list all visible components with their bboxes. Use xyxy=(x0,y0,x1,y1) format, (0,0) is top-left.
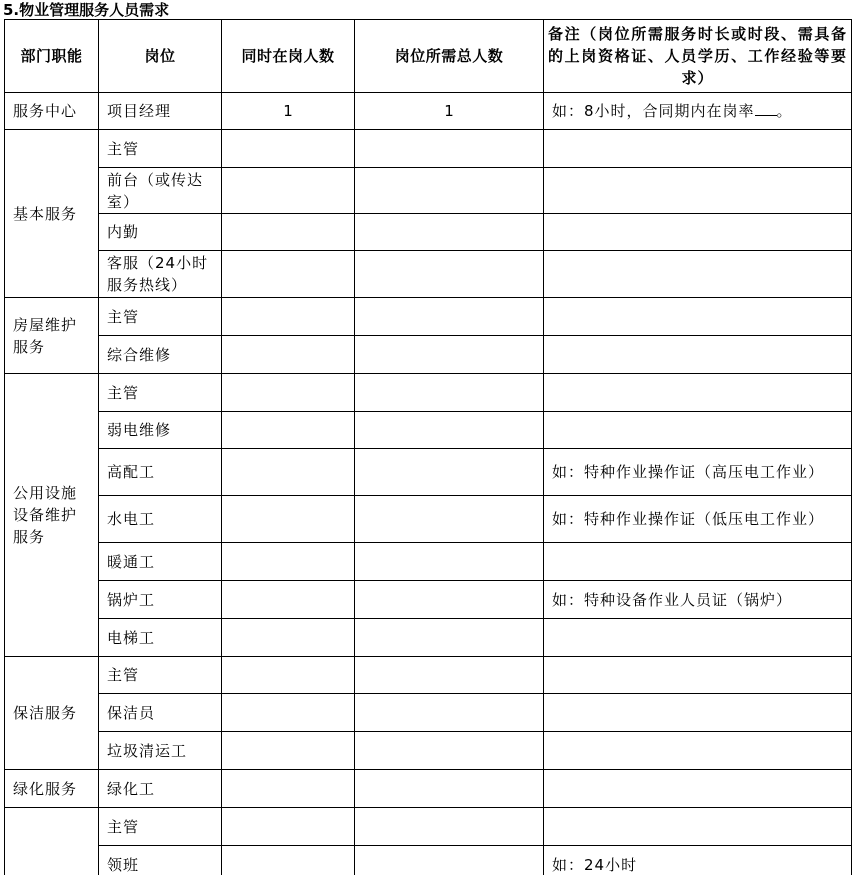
note-cell xyxy=(544,251,852,298)
total-cell xyxy=(355,298,544,336)
table-row xyxy=(5,449,852,496)
note-cell xyxy=(544,770,852,808)
post-cell: 主管 xyxy=(99,808,222,846)
total-cell xyxy=(355,336,544,374)
concurrent-cell xyxy=(222,412,355,449)
note-cell xyxy=(544,657,852,694)
note-cell: 如：特种设备作业人员证（锅炉） xyxy=(544,581,852,619)
header-total: 岗位所需总人数 xyxy=(355,20,544,93)
table-row xyxy=(5,543,852,581)
concurrent-cell xyxy=(222,846,355,875)
total-cell xyxy=(355,168,544,214)
concurrent-count: 1 xyxy=(222,93,355,130)
table-row xyxy=(5,657,852,694)
table-row xyxy=(5,251,852,298)
concurrent-cell xyxy=(222,619,355,657)
post-cell: 主管 xyxy=(99,657,222,694)
total-cell xyxy=(355,732,544,770)
header-note: 备注（岗位所需服务时长或时段、需具备的上岗资格证、人员学历、工作经验等要求） xyxy=(544,20,852,93)
header-post: 岗位 xyxy=(99,20,222,93)
note-cell xyxy=(544,374,852,412)
table-row xyxy=(5,581,852,619)
concurrent-cell xyxy=(222,657,355,694)
note-cell xyxy=(544,808,852,846)
post-cell: 暖通工 xyxy=(99,543,222,581)
table-row xyxy=(5,214,852,251)
table-row xyxy=(5,130,852,168)
total-cell xyxy=(355,412,544,449)
post-cell: 客服（24小时服务热线） xyxy=(99,251,222,298)
total-cell xyxy=(355,808,544,846)
total-cell xyxy=(355,496,544,543)
table-row xyxy=(5,694,852,732)
post-cell: 水电工 xyxy=(99,496,222,543)
concurrent-cell xyxy=(222,543,355,581)
post-cell: 综合维修 xyxy=(99,336,222,374)
post-cell: 高配工 xyxy=(99,449,222,496)
note-cell xyxy=(544,168,852,214)
concurrent-cell xyxy=(222,732,355,770)
table-row xyxy=(5,732,852,770)
table-row xyxy=(5,808,852,846)
dept-basic-service: 基本服务 xyxy=(5,130,99,298)
table-row xyxy=(5,374,852,412)
note-cell: 如：特种作业操作证（高压电工作业） xyxy=(544,449,852,496)
note-cell xyxy=(544,543,852,581)
table-row xyxy=(5,412,852,449)
note-cell xyxy=(544,214,852,251)
post-cell: 领班 xyxy=(99,846,222,875)
post-project-manager: 项目经理 xyxy=(99,93,222,130)
table-row xyxy=(5,846,852,875)
dept-greening: 绿化服务 xyxy=(5,770,99,808)
concurrent-cell xyxy=(222,581,355,619)
dept-service-center: 服务中心 xyxy=(5,93,99,130)
table-row xyxy=(5,298,852,336)
concurrent-cell xyxy=(222,808,355,846)
post-cell: 电梯工 xyxy=(99,619,222,657)
concurrent-cell xyxy=(222,298,355,336)
header-concurrent: 同时在岗人数 xyxy=(222,20,355,93)
note-text-end: 。 xyxy=(776,102,793,120)
total-cell xyxy=(355,251,544,298)
concurrent-cell xyxy=(222,251,355,298)
post-cell: 保洁员 xyxy=(99,694,222,732)
note-cell xyxy=(544,694,852,732)
note-cell xyxy=(544,412,852,449)
note-cell: 如：24小时 xyxy=(544,846,852,875)
total-cell xyxy=(355,657,544,694)
post-cell: 弱电维修 xyxy=(99,412,222,449)
note-cell: 如：特种作业操作证（低压电工作业） xyxy=(544,496,852,543)
concurrent-cell xyxy=(222,214,355,251)
total-count: 1 xyxy=(355,93,544,130)
total-cell xyxy=(355,619,544,657)
concurrent-cell xyxy=(222,374,355,412)
table-row xyxy=(5,619,852,657)
post-cell: 垃圾清运工 xyxy=(99,732,222,770)
dept-security xyxy=(5,808,99,875)
post-cell: 主管 xyxy=(99,298,222,336)
concurrent-cell xyxy=(222,168,355,214)
note-cell xyxy=(544,732,852,770)
post-cell: 锅炉工 xyxy=(99,581,222,619)
concurrent-cell xyxy=(222,449,355,496)
note-text: 如：8小时，合同期内在岗率 xyxy=(552,102,755,120)
header-dept: 部门职能 xyxy=(5,20,99,93)
table-row xyxy=(5,496,852,543)
total-cell xyxy=(355,214,544,251)
dept-house-maintenance: 房屋维护服务 xyxy=(5,298,99,374)
post-cell: 内勤 xyxy=(99,214,222,251)
total-cell xyxy=(355,846,544,875)
total-cell xyxy=(355,581,544,619)
note-cell xyxy=(544,130,852,168)
dept-cleaning: 保洁服务 xyxy=(5,657,99,770)
table-row xyxy=(5,168,852,214)
concurrent-cell xyxy=(222,496,355,543)
post-cell: 前台（或传达室） xyxy=(99,168,222,214)
post-cell: 主管 xyxy=(99,374,222,412)
table-row xyxy=(5,93,852,130)
section-title: 5.物业管理服务人员需求 xyxy=(3,1,170,19)
total-cell xyxy=(355,694,544,732)
table-row xyxy=(5,770,852,808)
note-cell xyxy=(544,298,852,336)
note-cell xyxy=(544,336,852,374)
post-cell: 主管 xyxy=(99,130,222,168)
post-cell: 绿化工 xyxy=(99,770,222,808)
dept-facility-maintenance: 公用设施设备维护服务 xyxy=(5,374,99,657)
table-header-row xyxy=(5,20,852,93)
concurrent-cell xyxy=(222,694,355,732)
table-row xyxy=(5,336,852,374)
note-cell xyxy=(544,619,852,657)
concurrent-cell xyxy=(222,130,355,168)
staffing-requirements-table xyxy=(4,19,852,875)
total-cell xyxy=(355,374,544,412)
total-cell xyxy=(355,449,544,496)
concurrent-cell xyxy=(222,770,355,808)
total-cell xyxy=(355,770,544,808)
fill-in-blank xyxy=(755,101,777,116)
total-cell xyxy=(355,130,544,168)
concurrent-cell xyxy=(222,336,355,374)
total-cell xyxy=(355,543,544,581)
note-cell xyxy=(544,93,852,130)
